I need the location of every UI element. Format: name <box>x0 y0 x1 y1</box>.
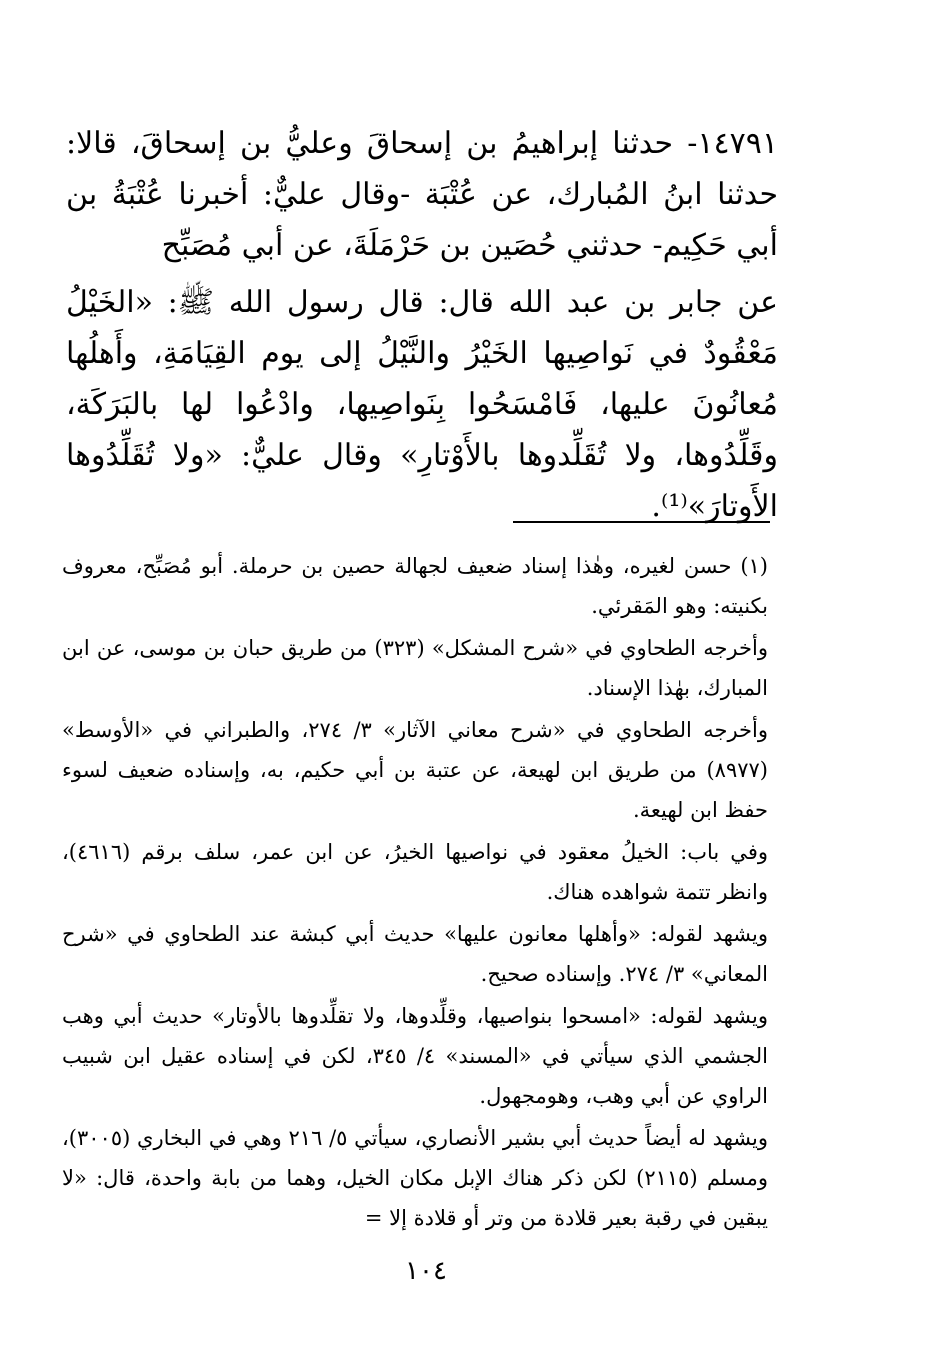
footnote-paragraph: (١) حسن لغيره، وهٰذا إسناد ضعيف لجهالة حصين بن حرملة. أبو مُصَبِّح، معروف بكنيته: وهو المَقرئي. <box>62 554 768 618</box>
footnote-paragraph: وأخرجه الطحاوي في «شرح المشكل» (٣٢٣) من طريق حبان بن موسى، عن ابن المبارك، بهٰذا الإسناد. <box>62 636 768 700</box>
footnotes <box>62 546 768 1240</box>
footnote-paragraph: ويشهد لقوله: «وأهلها معانون عليها» حديث أبي كبشة عند الطحاوي في «شرح المعاني» ٣/ ٢٧٤. وإسناده صحيح. <box>62 922 768 986</box>
footnote-paragraph: وفي باب: الخيلُ معقود في نواصيها الخيرُ، عن ابن عمر، سلف برقم (٤٦١٦)، وانظر تتمة شواهده هناك. <box>62 840 768 904</box>
footnote-paragraph: وأخرجه الطحاوي في «شرح معاني الآثار» ٣/ ٢٧٤، والطبراني في «الأوسط» (٨٩٧٧) من طريق ابن لهيعة، عن عتبة بن أبي حكيم، به، وإسناده ضعيف لسوء حفظ ابن لهيعة. <box>62 718 768 822</box>
footnote-separator <box>513 521 770 523</box>
hadith-isnad: ١٤٧٩١- حدثنا إبراهيمُ بن إسحاقَ وعليُّ بن إسحاقَ، قالا: حدثنا ابنُ المُبارك، عن عُتْبَة -وقال عليٌّ: أخبرنا عُتْبَةُ بن أبي حَكِيم- حدثني حُصَين بن حَرْمَلَةَ، عن أبي مُصَبِّح <box>66 126 778 263</box>
footnote-paragraph: ويشهد لقوله: «امسحوا بنواصيها، وقلِّدوها، ولا تقلِّدوها بالأوتار» حديث أبي وهب الجشمي الذي سيأتي في «المسند» ٤/ ٣٤٥، لكن في إسناده عقيل ابن شبيب الراوي عن أبي وهب، وهومجهول. <box>62 1004 768 1108</box>
hadith-text <box>66 118 778 532</box>
hadith-matn: عن جابر بن عبد الله قال: قال رسول الله ﷺ: «الخَيْلُ مَعْقُودٌ في نَواصِيها الخَيْرُ والنَّيْلُ إلى يوم القِيَامَةِ، وأَهلُها مُعانُونَ عليها، فَامْسَحُوا بِنَواصِيها، وادْعُوا لها بالبَرَكَة، وقَلِّدُوها، ولا تُقَلِّدوها بالأَوْتارِ» وقال عليٌّ: «ولا تُقَلِّدُوها الأَوتارَ»⁽¹⁾. <box>66 285 778 524</box>
footnote-paragraph: ويشهد له أيضاً حديث أبي بشير الأنصاري، سيأتي ٥/ ٢١٦ وهي في البخاري (٣٠٠٥)، ومسلم (٢١١٥) لكن ذكر هناك الإبل مكان الخيل، وهما من بابة واحدة، قال: «لا يبقين في رقبة بعير قلادة من وتر أو قلادة إلا = <box>62 1126 768 1230</box>
page-number: ١٠٤ <box>405 1256 447 1286</box>
